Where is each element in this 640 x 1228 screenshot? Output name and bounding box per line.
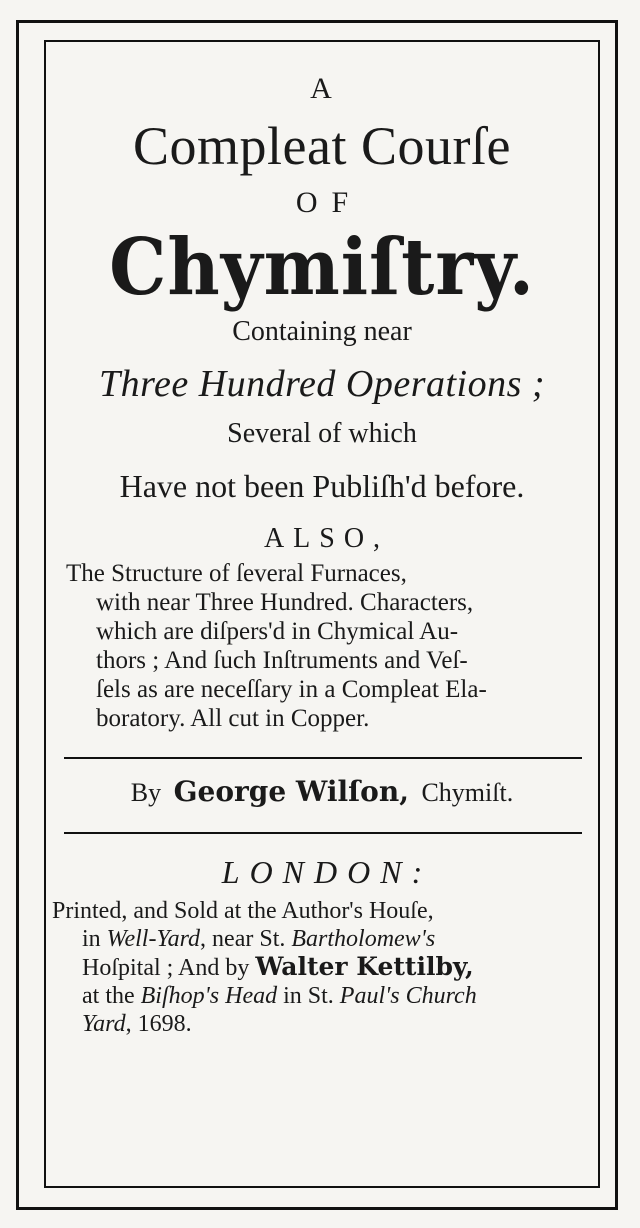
imprint-place: LONDON: — [221, 854, 433, 890]
divider-rule — [64, 832, 582, 834]
imprint-line: in Well-Yard, near St. Bartholomew's — [82, 926, 436, 952]
author-line — [52, 775, 592, 808]
imprint-text — [52, 897, 592, 1038]
subtitle-operations: Three Hundred Operations ; — [98, 363, 546, 405]
description-line: thors ; And ſuch Inſtruments and Veſ- — [96, 647, 468, 674]
author-prefix: By — [130, 778, 162, 807]
title-page-content — [52, 66, 592, 1038]
description-line: which are diſpers'd in Chymical Au- — [96, 618, 459, 645]
subtitle-containing: Containing near — [232, 316, 412, 347]
description-line: The Structure of ſeveral Furnaces, — [66, 560, 407, 587]
imprint-line: Hoſpital ; And by Walter Kettilby, — [82, 952, 474, 981]
title-compleat-course: Compleat Courſe — [133, 116, 511, 176]
title-article: A — [310, 72, 334, 105]
imprint-line: Printed, and Sold at the Author's Houſe, — [52, 898, 434, 924]
imprint-line: Yard, 1698. — [82, 1011, 192, 1037]
description-line: with near Three Hundred. Characters, — [96, 589, 474, 616]
subtitle-published: Have not been Publiſh'd before. — [119, 468, 525, 504]
subtitle-several: Several of which — [227, 418, 417, 449]
description-line: boratory. All cut in Copper. — [96, 705, 370, 732]
title-chymistry: Chymiſtry. — [109, 220, 535, 313]
author-profession: Chymiſt. — [421, 778, 514, 807]
title-of: OF — [295, 186, 363, 219]
imprint-line: at the Biſhop's Head in St. Paul's Church — [82, 983, 477, 1009]
divider-rule — [64, 757, 582, 759]
author-name: George Wilſon, — [173, 775, 409, 808]
also-heading: ALSO, — [263, 523, 390, 554]
description-line: ſels as are neceſſary in a Compleat Ela- — [96, 676, 487, 703]
description-text — [66, 559, 592, 733]
